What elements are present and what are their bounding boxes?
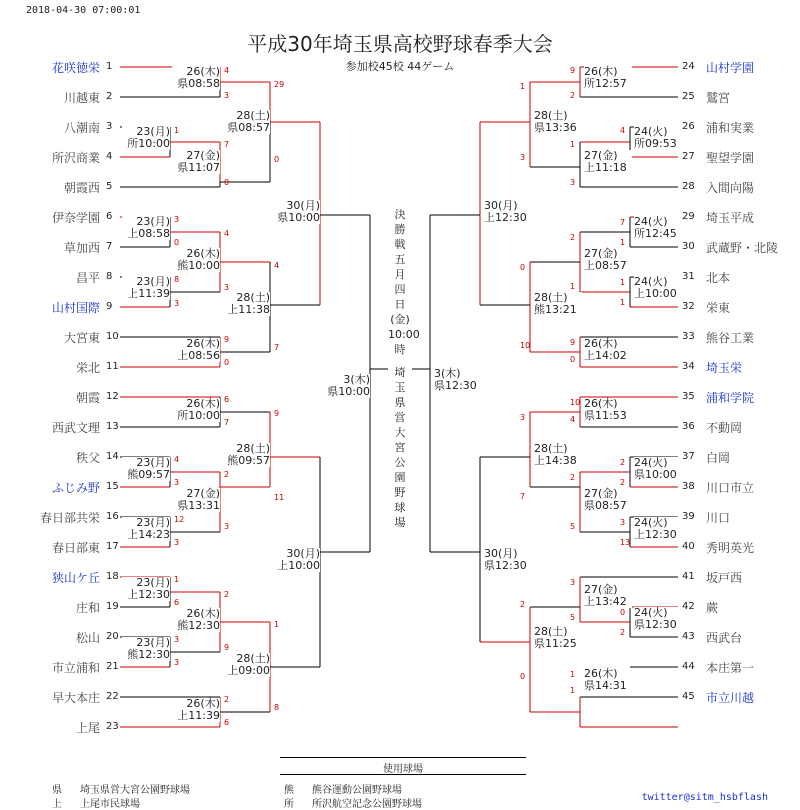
game-time: 県13:31 <box>172 500 220 512</box>
game-score: 1 <box>570 282 576 291</box>
game-score: 7 <box>224 140 230 149</box>
game-time: 上08:57 <box>584 260 632 272</box>
game-date: 27(金) <box>584 150 632 162</box>
game-time: 上13:42 <box>584 596 632 608</box>
game-date: 30(月) <box>272 548 320 560</box>
game-date: 23(月) <box>122 216 170 228</box>
team-name: 八潮南 <box>63 121 100 135</box>
game-time: 県08:57 <box>584 500 632 512</box>
legend-rule-top <box>280 757 526 758</box>
game-time: 上14:38 <box>534 455 582 467</box>
team-name: 不動岡 <box>706 421 743 435</box>
seed-number: 36 <box>682 421 695 432</box>
game-date: 28(土) <box>534 110 582 122</box>
seed-number: 44 <box>682 661 695 672</box>
game-score: 1 <box>274 620 280 629</box>
game-score: 7 <box>620 218 626 227</box>
game-time: 上08:56 <box>172 350 220 362</box>
legend-abbr-kumagaya: 熊 <box>284 785 294 796</box>
game-score: 12 <box>174 515 185 524</box>
seed-number: 38 <box>682 481 695 492</box>
game-score: 1 <box>174 126 180 135</box>
team-name: 大宮東 <box>63 331 100 345</box>
seed-number: 7 <box>106 241 113 252</box>
game-date: 27(金) <box>584 248 632 260</box>
game-date: 23(月) <box>122 637 170 649</box>
game-score: 0 <box>274 155 280 164</box>
team-name: 川口市立 <box>706 481 755 495</box>
game-score: 3 <box>570 178 576 187</box>
seed-number: 6 <box>106 211 113 222</box>
seed-number: 2 <box>106 91 113 102</box>
game-score: 0 <box>620 608 626 617</box>
seed-number: 20 <box>106 631 119 642</box>
game-date: 28(土) <box>534 292 582 304</box>
game-score: 2 <box>224 470 230 479</box>
seed-number: 3 <box>106 121 113 132</box>
game-time: 県12:30 <box>434 380 482 392</box>
game-score: 2 <box>620 478 626 487</box>
team-name: 坂戸西 <box>706 571 743 585</box>
team-name: 山村国際 <box>51 301 100 315</box>
team-name: 春日部共栄 <box>39 511 100 525</box>
game-score: 10 <box>570 398 581 407</box>
team-name: 花咲徳栄 <box>51 61 100 75</box>
game-date: 26(木) <box>584 398 632 410</box>
game-date: 23(月) <box>122 126 170 138</box>
game-time: 上12:30 <box>122 589 170 601</box>
game-date: 3(木) <box>434 368 482 380</box>
game-score: 6 <box>174 598 180 607</box>
game-score: 3 <box>224 522 230 531</box>
game-score: 0 <box>520 263 526 272</box>
team-name: 川越東 <box>63 91 100 105</box>
seed-number: 14 <box>106 451 119 462</box>
game-date: 26(木) <box>172 248 220 260</box>
game-date: 24(火) <box>634 126 682 138</box>
team-name: 朝霞 <box>75 391 100 405</box>
legend-heading: 使用球場 <box>383 764 423 775</box>
team-name: 松山 <box>75 631 100 645</box>
seed-number: 41 <box>682 571 695 582</box>
seed-number: 21 <box>106 661 119 672</box>
game-score: 5 <box>570 522 576 531</box>
game-score: 11 <box>274 493 285 502</box>
game-score: 9 <box>224 335 230 344</box>
game-time: 県10:00 <box>272 212 320 224</box>
game-date: 27(金) <box>172 488 220 500</box>
team-name: 庄和 <box>75 601 100 615</box>
team-name: 武蔵野・北陵 <box>706 241 779 255</box>
game-time: 熊13:21 <box>534 304 582 316</box>
team-name: 山村学園 <box>706 61 755 75</box>
seed-number: 45 <box>682 691 695 702</box>
game-date: 28(土) <box>534 443 582 455</box>
seed-number: 4 <box>106 151 113 162</box>
game-score: 3 <box>174 635 180 644</box>
game-date: 23(月) <box>122 577 170 589</box>
game-score: 4 <box>620 126 626 135</box>
game-time: 所10:00 <box>172 410 220 422</box>
team-name: 浦和学院 <box>706 391 755 405</box>
team-name: 浦和実業 <box>706 121 755 135</box>
seed-number: 22 <box>106 691 119 702</box>
game-time: 熊09:57 <box>122 469 170 481</box>
team-name: 市立浦和 <box>51 661 100 675</box>
final-text-char: 四 <box>394 283 406 296</box>
game-score: 9 <box>570 338 576 347</box>
seed-number: 35 <box>682 391 695 402</box>
team-name: 埼玉栄 <box>706 361 743 375</box>
game-date: 26(木) <box>172 608 220 620</box>
game-time: 上12:30 <box>634 529 682 541</box>
team-name: 伊奈学園 <box>51 211 100 225</box>
team-name: 栄北 <box>75 361 100 375</box>
team-name: 早大本庄 <box>51 691 100 705</box>
seed-number: 27 <box>682 151 695 162</box>
seed-number: 11 <box>106 361 119 372</box>
game-time: 県10:00 <box>634 469 682 481</box>
game-score: 3 <box>620 518 626 527</box>
team-name: 秩父 <box>75 451 100 465</box>
game-time: 上14:02 <box>584 350 632 362</box>
team-name: 朝霞西 <box>63 181 100 195</box>
final-text-char: 営 <box>394 411 406 424</box>
final-text-char: 球 <box>394 501 406 514</box>
seed-number: 24 <box>682 61 695 72</box>
team-name: 草加西 <box>63 241 100 255</box>
team-name: 熊谷工業 <box>706 331 755 345</box>
game-time: 県14:31 <box>584 680 632 692</box>
game-time: 上11:38 <box>222 304 270 316</box>
game-time: 上11:18 <box>584 162 632 174</box>
game-score: 10 <box>520 341 531 350</box>
game-score: 9 <box>274 409 280 418</box>
team-name: 川口 <box>706 511 731 525</box>
game-time: 上12:30 <box>484 212 532 224</box>
legend-name-prefecture: 埼玉県営大宮公園野球場 <box>80 785 190 796</box>
game-date: 24(火) <box>634 216 682 228</box>
game-score: 4 <box>174 455 180 464</box>
page-subtitle: 参加校45校 44ゲーム <box>345 60 455 73</box>
game-score: 9 <box>570 66 576 75</box>
game-score: 0 <box>224 358 230 367</box>
final-text-char: (金) <box>390 313 410 326</box>
game-time: 県11:07 <box>172 162 220 174</box>
game-score: 3 <box>174 478 180 487</box>
game-score: 4 <box>570 415 576 424</box>
team-name: 鷲宮 <box>706 91 731 105</box>
game-score: 2 <box>520 600 526 609</box>
game-score: 1 <box>570 140 576 149</box>
game-date: 30(月) <box>484 548 532 560</box>
game-score: 13 <box>620 538 631 547</box>
game-date: 27(金) <box>584 488 632 500</box>
game-date: 23(月) <box>122 457 170 469</box>
team-name: 狭山ケ丘 <box>51 571 100 585</box>
game-date: 26(木) <box>584 338 632 350</box>
page-title: 平成30年埼玉県高校野球春季大会 <box>247 32 553 56</box>
game-score: 7 <box>274 343 280 352</box>
game-time: 熊10:00 <box>172 260 220 272</box>
game-date: 28(土) <box>222 110 270 122</box>
game-time: 県12:30 <box>484 560 532 572</box>
seed-number: 33 <box>682 331 695 342</box>
team-name: 市立川越 <box>706 691 755 705</box>
game-score: 3 <box>174 215 180 224</box>
game-score: 2 <box>620 628 626 637</box>
final-text-char: 月 <box>394 268 406 281</box>
final-text-char: 大 <box>394 426 406 439</box>
game-score: 6 <box>224 395 230 404</box>
team-name: 聖望学園 <box>706 151 755 165</box>
game-score: 2 <box>570 473 576 482</box>
game-score: 1 <box>620 298 626 307</box>
game-score: 0 <box>520 672 526 681</box>
game-date: 27(金) <box>172 150 220 162</box>
game-score: 1 <box>620 238 626 247</box>
team-name: 上尾 <box>75 721 100 735</box>
game-date: 23(月) <box>122 517 170 529</box>
game-time: 県08:58 <box>172 78 220 90</box>
game-score: 2 <box>620 458 626 467</box>
seed-number: 1 <box>106 61 113 72</box>
final-text-char: 勝 <box>394 223 406 236</box>
game-time: 熊12:30 <box>172 620 220 632</box>
final-text-char: 日 <box>394 298 406 311</box>
game-score: 2 <box>570 91 576 100</box>
game-date: 24(火) <box>634 517 682 529</box>
seed-number: 26 <box>682 121 695 132</box>
game-score: 3 <box>174 658 180 667</box>
game-time: 所12:57 <box>584 78 632 90</box>
game-score: 3 <box>224 283 230 292</box>
game-date: 26(木) <box>172 66 220 78</box>
seed-number: 42 <box>682 601 695 612</box>
game-score: 2 <box>224 695 230 704</box>
team-name: 所沢商業 <box>51 151 100 165</box>
final-text-char: 野 <box>394 486 406 499</box>
game-score: 3 <box>174 299 180 308</box>
legend-abbr-tokorozawa: 所 <box>284 799 294 810</box>
game-score: 3 <box>174 538 180 547</box>
game-score: 4 <box>274 261 280 270</box>
seed-number: 40 <box>682 541 695 552</box>
team-name: 春日部東 <box>51 541 100 555</box>
game-score: 0 <box>570 355 576 364</box>
game-score: 3 <box>570 578 576 587</box>
final-text-char: 埼 <box>394 366 406 379</box>
seed-number: 9 <box>106 301 113 312</box>
seed-number: 31 <box>682 271 695 282</box>
seed-number: 12 <box>106 391 119 402</box>
team-name: 白岡 <box>706 451 731 465</box>
game-time: 県10:00 <box>322 386 370 398</box>
game-time: 所09:53 <box>634 138 682 150</box>
seed-number: 8 <box>106 271 113 282</box>
seed-number: 32 <box>682 301 695 312</box>
game-score: 1 <box>520 82 526 91</box>
seed-number: 25 <box>682 91 695 102</box>
game-time: 所10:00 <box>122 138 170 150</box>
team-name: 栄東 <box>706 301 731 315</box>
game-date: 30(月) <box>272 200 320 212</box>
game-time: 県08:57 <box>222 122 270 134</box>
game-time: 上08:58 <box>122 228 170 240</box>
game-score: 3 <box>224 91 230 100</box>
final-text-char: 時 <box>394 343 406 356</box>
team-name: 西武台 <box>706 631 743 645</box>
legend-name-tokorozawa: 所沢航空記念公園野球場 <box>312 799 422 810</box>
team-name: 埼玉平成 <box>706 211 755 225</box>
final-text-char: 宮 <box>394 441 406 454</box>
game-score: 7 <box>520 492 526 501</box>
team-name: 入間向陽 <box>706 181 755 195</box>
game-date: 23(月) <box>122 276 170 288</box>
team-name: 本庄第一 <box>706 661 755 675</box>
game-date: 24(火) <box>634 607 682 619</box>
seed-number: 19 <box>106 601 119 612</box>
team-name: 西武文理 <box>51 421 100 435</box>
credit-link[interactable]: twitter@sitm_hsbflash <box>641 792 768 803</box>
legend-abbr-ageo: 上 <box>52 799 62 810</box>
seed-number: 16 <box>106 511 119 522</box>
team-name: 秀明英光 <box>706 541 755 555</box>
game-score: 1 <box>620 278 626 287</box>
game-date: 26(木) <box>172 338 220 350</box>
final-text-char: 場 <box>394 516 406 529</box>
final-text-char: 園 <box>394 471 406 484</box>
legend-rule-bottom <box>280 774 526 775</box>
final-text-char: 決 <box>394 208 406 221</box>
team-name: ふじみ野 <box>51 481 100 495</box>
game-score: 5 <box>570 613 576 622</box>
game-score: 1 <box>570 670 576 679</box>
game-date: 26(木) <box>172 698 220 710</box>
team-name: 蕨 <box>706 601 719 615</box>
legend-name-kumagaya: 熊谷運動公園野球場 <box>312 785 402 796</box>
game-time: 上14:23 <box>122 529 170 541</box>
game-date: 28(土) <box>222 443 270 455</box>
final-text-char: 県 <box>394 396 406 409</box>
timestamp: 2018-04-30 07:00:01 <box>26 5 141 16</box>
game-date: 27(金) <box>584 584 632 596</box>
legend-name-ageo: 上尾市民球場 <box>80 799 140 810</box>
game-score: 2 <box>224 590 230 599</box>
game-score: 8 <box>274 703 280 712</box>
game-score: 6 <box>224 718 230 727</box>
final-text-char: 10:00 <box>388 328 420 341</box>
game-date: 24(火) <box>634 276 682 288</box>
team-name: 北本 <box>706 271 731 285</box>
seed-number: 39 <box>682 511 695 522</box>
seed-number: 43 <box>682 631 695 642</box>
game-time: 県11:53 <box>584 410 632 422</box>
final-text-char: 公 <box>394 456 406 469</box>
team-name: 昌平 <box>75 271 100 285</box>
game-time: 県13:36 <box>534 122 582 134</box>
game-score: 4 <box>224 66 230 75</box>
game-score: 7 <box>224 418 230 427</box>
game-time: 県11:25 <box>534 638 582 650</box>
final-text-char: 玉 <box>394 381 406 394</box>
game-date: 28(土) <box>222 292 270 304</box>
seed-number: 30 <box>682 241 695 252</box>
game-time: 上09:00 <box>222 665 270 677</box>
game-time: 所12:45 <box>634 228 682 240</box>
game-score: 1 <box>570 686 576 695</box>
seed-number: 37 <box>682 451 695 462</box>
game-date: 26(木) <box>172 398 220 410</box>
final-text-char: 五 <box>394 253 406 266</box>
game-score: 3 <box>520 413 526 422</box>
game-score: 0 <box>224 178 230 187</box>
game-score: 9 <box>224 643 230 652</box>
game-date: 24(火) <box>634 457 682 469</box>
game-time: 県12:30 <box>634 619 682 631</box>
game-time: 熊09:57 <box>222 455 270 467</box>
seed-number: 13 <box>106 421 119 432</box>
game-score: 0 <box>174 238 180 247</box>
game-time: 上11:39 <box>122 288 170 300</box>
seed-number: 10 <box>106 331 119 342</box>
seed-number: 28 <box>682 181 695 192</box>
game-date: 28(土) <box>222 653 270 665</box>
game-score: 3 <box>520 153 526 162</box>
legend-abbr-prefecture: 県 <box>52 785 62 796</box>
game-time: 上11:39 <box>172 710 220 722</box>
seed-number: 17 <box>106 541 119 552</box>
game-date: 26(木) <box>584 668 632 680</box>
game-time: 上10:00 <box>272 560 320 572</box>
game-date: 28(土) <box>534 626 582 638</box>
game-time: 熊12:30 <box>122 649 170 661</box>
game-time: 上10:00 <box>634 288 682 300</box>
seed-number: 18 <box>106 571 119 582</box>
game-date: 3(木) <box>322 374 370 386</box>
seed-number: 15 <box>106 481 119 492</box>
game-score: 8 <box>174 275 180 284</box>
game-date: 30(月) <box>484 200 532 212</box>
game-score: 4 <box>224 229 230 238</box>
final-text-char: 戦 <box>394 238 406 251</box>
seed-number: 29 <box>682 211 695 222</box>
seed-number: 23 <box>106 721 119 732</box>
game-score: 2 <box>570 233 576 242</box>
game-score: 29 <box>274 80 285 89</box>
game-date: 26(木) <box>584 66 632 78</box>
game-score: 1 <box>174 575 180 584</box>
seed-number: 5 <box>106 181 113 192</box>
seed-number: 34 <box>682 361 695 372</box>
